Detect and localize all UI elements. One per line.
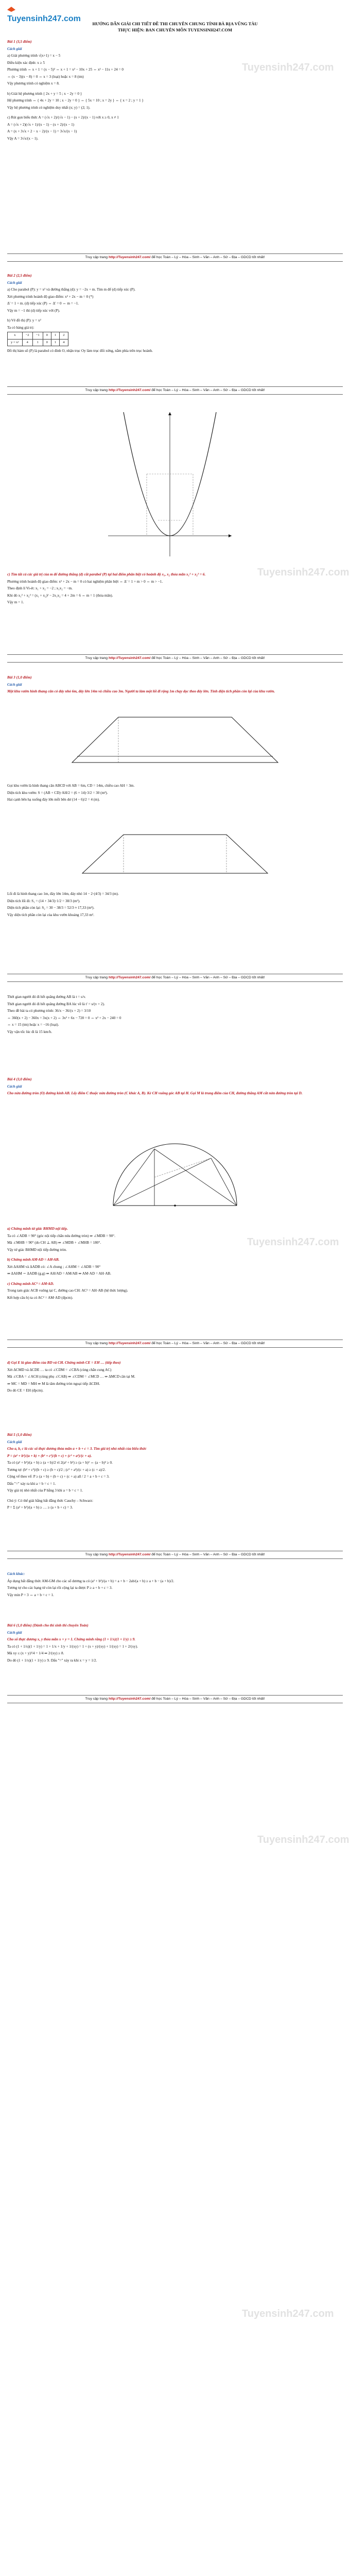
footer-link[interactable]: http://Tuyensinh247.com/ [108, 656, 151, 660]
value-table: x −2 −1 0 1 2 y = x² 4 1 0 1 4 [7, 332, 68, 346]
section-bai-3-continued: Lối đi là hình thang cao 1m, đáy lớn 14m, đáy nhỏ 14 − 2·(4/3) = 34/3 (m). Diện tích lối đi: S₁ = (14 + 34/3)·1/2 = 38/3 (m²). Diện tích phần còn lại: S₂ = 30 − 38/3 = 52/3 ≈ 17,33 (m²). Vậy diện tích phần còn lại của khu vườn khoảng 17,33 m². [7, 892, 119, 917]
section-bai-2c: c) Tìm tất cả các giá trị của m để đường thẳng (d) cắt parabol (P) tại hai điểm phân biệt có hoành độ x₁, x₂ thỏa mãn x₁² + x₂² = 6. Phương trình hoành độ giao điểm: x² + 2x − m = 0 có hai nghiệm phân biệt ⇔ Δ' = 1 + m > 0 ⇔ m > −1. Theo định lí Vi-ét: x₁ + x₂ = −2 ; x₁x₂ = −m. Khi đó x₁² + x₂² = (x₁ + x₂)² − 2x₁x₂ = 4 + 2m = 6 ⇔ m = 1 (thỏa mãn). Vậy m = 1. [7, 572, 206, 604]
document-title: HƯỚNG DẪN GIẢI CHI TIẾT ĐỀ THI CHUYÊN CHUNG TỈNH BÀ RỊA VŨNG TÀU THỰC HIỆN: BAN CHUYÊN MÔN TUYENSINH247.COM [92, 21, 258, 32]
section-bai-3: Bài 3 (1,0 điểm) Cách giải Một khu vườn hình thang cân có đáy nhỏ 6m, đáy lớn 14m và chiều cao 3m. Người ta làm một lối đi rộng 1m chạy dọc theo đáy lớn. Tính diện tích phần còn lại của khu vườn. [7, 675, 275, 693]
page-footer: Truy cập trang http://Tuyensinh247.com/ để học Toán – Lý – Hóa – Sinh – Văn – Anh – Sử – Địa – GDCD tốt nhất! [7, 654, 343, 663]
section-bai-6: Bài 6 (1,0 điểm) (Dành cho thí sinh thi chuyên Toán) Cách giải Cho số thực dương x, y thỏa mãn x + y = 1. Chứng minh rằng (1 + 1/x)(1 + 1/y) ≥ 9. Ta có (1 + 1/x)(1 + 1/y) = 1 + 1/x + 1/y + 1/(xy) = 1 + (x + y)/(xy) + 1/(xy) = 1 + 2/(xy). Mà xy ≤ (x + y)²/4 = 1/4 ⇒ 2/(xy) ≥ 8. Do đó (1 + 1/x)(1 + 1/y) ≥ 9. Dấu "=" xảy ra khi x = y = 1/2. [7, 1623, 138, 1663]
page-footer: Truy cập trang http://Tuyensinh247.com/ để học Toán – Lý – Hóa – Sinh – Văn – Anh – Sử – Địa – GDCD tốt nhất! [7, 386, 343, 395]
parabola-graph [103, 407, 237, 562]
section-bai-4d: d) Gọi E là giao điểm của BD và CH. Chứng minh CE = EH … (tiếp theo) Xét ΔCMD và ΔCDE … ta có ∠CDM = ∠CBA (cùng chắn cung AC) Mà ∠CBA = ∠ACH (cùng phụ ∠CAB) ⇒ ∠CDM = ∠MCD … ⇒ ΔMCD cân tại M. ⇒ MC = MD = MH ⇒ M là tâm đường tròn ngoại tiếp ΔCDH. Do đó CE = EH (đpcm). [7, 1361, 135, 1393]
logo-text: Tuyensinh247.com [7, 14, 81, 23]
footer-link[interactable]: http://Tuyensinh247.com/ [108, 1342, 151, 1345]
watermark: Tuyensinh247.com [257, 1834, 349, 1845]
footer-link[interactable]: http://Tuyensinh247.com/ [108, 256, 151, 259]
section-bai-4-solution: a) Chứng minh tứ giác BHMD nội tiếp. Ta có ∠ADB = 90° (góc nội tiếp chắn nửa đường tròn) ⇒ ∠MDB = 90°. Mà ∠MHB = 90° (do CH ⊥ AB) ⇒ ∠MDB + ∠MHB = 180°. Vậy tứ giác BHMD nội tiếp đường tròn. b) Chứng minh AM·AD = AH·AB. Xét ΔAHM và ΔADB có: ∠A chung ; ∠AHM = ∠ADB = 90° ⇒ ΔAHM ∽ ΔADB (g.g) ⇒ AH/AD = AM/AB ⇒ AM·AD = AH·AB. c) Chứng minh AC² = AM·AD. Trong tam giác ACB vuông tại C, đường cao CH: AC² = AH·AB (hệ thức lượng). Kết hợp câu b) ta có AC² = AM·AD (đpcm). [7, 1227, 128, 1300]
site-logo [7, 5, 84, 23]
semicircle-geometry-figure [103, 1113, 247, 1216]
trapezoid-path-figure [77, 829, 273, 881]
footer-link[interactable]: http://Tuyensinh247.com/ [108, 976, 151, 979]
watermark: Tuyensinh247.com [242, 62, 334, 73]
footer-link[interactable]: http://Tuyensinh247.com/ [108, 1697, 151, 1701]
page-footer: Truy cập trang http://Tuyensinh247.com/ để học Toán – Lý – Hóa – Sinh – Văn – Anh – Sử – Địa – GDCD tốt nhất! [7, 253, 343, 262]
page-footer: Truy cập trang http://Tuyensinh247.com/ để học Toán – Lý – Hóa – Sinh – Văn – Anh – Sử – Địa – GDCD tốt nhất! [7, 1551, 343, 1559]
section-bai-5b: Cách khác: Áp dụng bất đẳng thức AM-GM cho các số dương ta có (a² + b²)/(a + b) = a + b − 2ab/(a + b) ≥ a + b − (a + b)/2. Tương tự cho các hạng tử còn lại rồi cộng lại ta được P ≥ a + b + c = 3. Vậy min P = 3 ⇔ a = b = c = 1. [7, 1572, 174, 1597]
watermark: Tuyensinh247.com [247, 1236, 339, 1248]
section-bai-4: Bài 4 (3,0 điểm) Cách giải Cho nửa đường tròn (O) đường kính AB. Lấy điểm C thuộc nửa đường tròn (C khác A, B). Kẻ CH vuông góc AB tại H. Gọi M là trung điểm của CH, đường thẳng AM cắt nửa đường tròn tại D. [7, 1077, 303, 1095]
trapezoid-figure [62, 711, 288, 773]
section-bai-3b: Thời gian người đó đi hết quãng đường AB là t = s/v. Thời gian người đó đi hết quãng đường BA lúc về là t' = s/(v + 2). Theo đề bài ta có phương trình: 36/x − 36/(x + 2) = 3/10 ⇔ 360(x + 2) − 360x = 3x(x + 2) ⇔ 3x² + 6x − 720 = 0 ⇔ x² + 2x − 240 = 0 ⇔ x = 15 (tm) hoặc x = −16 (loại). Vậy vận tốc lúc đi là 15 km/h. [7, 995, 121, 1034]
section-bai-1: Bài 1 (3,5 điểm) Cách giải a) Giải phương trình √(x+1) = x − 5 Điều kiện xác định: x ≥ 5 Phương trình ⇔ x + 1 = (x − 5)² ⇔ x + 1 = x² − 10x + 25 ⇔ x² − 11x + 24 = 0 ⇔ (x − 3)(x − 8) = 0 ⇔ x = 3 (loại) hoặc x = 8 (tm) Vậy phương trình có nghiệm x = 8. b) Giải hệ phương trình { 2x + y = 5 ; x − 2y = 0 } Hệ phương trình ⇔ { 4x + 2y = 10 ; x − 2y = 0 } ⇔ { 5x = 10 ; x = 2y } ⇔ { x = 2 ; y = 1 } Vậy hệ phương trình có nghiệm duy nhất (x; y) = (2; 1). c) Rút gọn biểu thức A = (√x + 2)/(√x − 1) − (x + 2)/(x − 1) với x ≥ 0, x ≠ 1 A = (√x + 2)(√x + 1)/(x − 1) − (x + 2)/(x − 1) A = (x + 3√x + 2 − x − 2)/(x − 1) = 3√x/(x − 1) Vậy A = 3√x/(x − 1). [7, 40, 144, 141]
page-footer: Truy cập trang http://Tuyensinh247.com/ để học Toán – Lý – Hóa – Sinh – Văn – Anh – Sử – Địa – GDCD tốt nhất! [7, 1695, 343, 1703]
section-bai-3-solution: Gọi khu vườn là hình thang cân ABCD với AB = 6m, CD = 14m, chiều cao AH = 3m. Diện tích khu vườn: S = (AB + CD)·AH/2 = (6 + 14)·3/2 = 30 (m²). Hai cạnh bên hạ xuống đáy lớn mỗi bên dư (14 − 6)/2 = 4 (m). [7, 784, 135, 802]
watermark: Tuyensinh247.com [257, 567, 349, 578]
section-bai-2: Bài 2 (2,5 điểm) Cách giải a) Cho parabol (P): y = x² và đường thẳng (d): y = −2x + m. Tìm m để (d) tiếp xúc (P). Xét phương trình hoành độ giao điểm: x² + 2x − m = 0 (*) Δ' = 1 + m. (d) tiếp xúc (P) ⇔ Δ' = 0 ⇔ m = −1. Vậy m = −1 thì (d) tiếp xúc với (P). b) Vẽ đồ thị (P): y = x² Ta có bảng giá trị: x −2 −1 0 1 2 y = x² 4 1 0 1 4 Đồ thị hàm số (P) là parabol có đỉnh O, nhận trục Oy làm trục đối xứng, nằm phía trên trục hoành. [7, 274, 153, 353]
section-bai-5: Bài 5 (1,0 điểm) Cách giải Cho a, b, c là các số thực dương thỏa mãn a + b + c = 3. Tìm giá trị nhỏ nhất của biểu thức P = (a² + b²)/(a + b) + (b² + c²)/(b + c) + (c² + a²)/(c + a). Ta có (a² + b²)/(a + b) ≥ (a + b)/2 vì 2(a² + b²) ≥ (a + b)² ⇔ (a − b)² ≥ 0. Tương tự: (b² + c²)/(b + c) ≥ (b + c)/2 ; (c² + a²)/(c + a) ≥ (c + a)/2. Cộng vế theo vế: P ≥ (a + b) + (b + c) + (c + a) all / 2 = a + b + c = 3. Dấu "=" xảy ra khi a = b = c = 1. Vậy giá trị nhỏ nhất của P bằng 3 khi a = b = c = 1. Chú ý: Có thể giải bằng bất đẳng thức Cauchy – Schwarz: P = Σ (a² + b²)/(a + b) ≥ … ≥ (a + b + c) = 3. [7, 1433, 147, 1510]
page-footer: Truy cập trang http://Tuyensinh247.com/ để học Toán – Lý – Hóa – Sinh – Văn – Anh – Sử – Địa – GDCD tốt nhất! [7, 1340, 343, 1348]
footer-link[interactable]: http://Tuyensinh247.com/ [108, 1553, 151, 1556]
page-footer: Truy cập trang http://Tuyensinh247.com/ để học Toán – Lý – Hóa – Sinh – Văn – Anh – Sử – Địa – GDCD tốt nhất! [7, 974, 343, 982]
semicircle-arc [113, 1144, 237, 1206]
trapezoid-shape [72, 717, 278, 762]
footer-link[interactable]: http://Tuyensinh247.com/ [108, 388, 151, 392]
watermark: Tuyensinh247.com [242, 2308, 334, 2319]
graduation-cap-icon [7, 7, 15, 12]
